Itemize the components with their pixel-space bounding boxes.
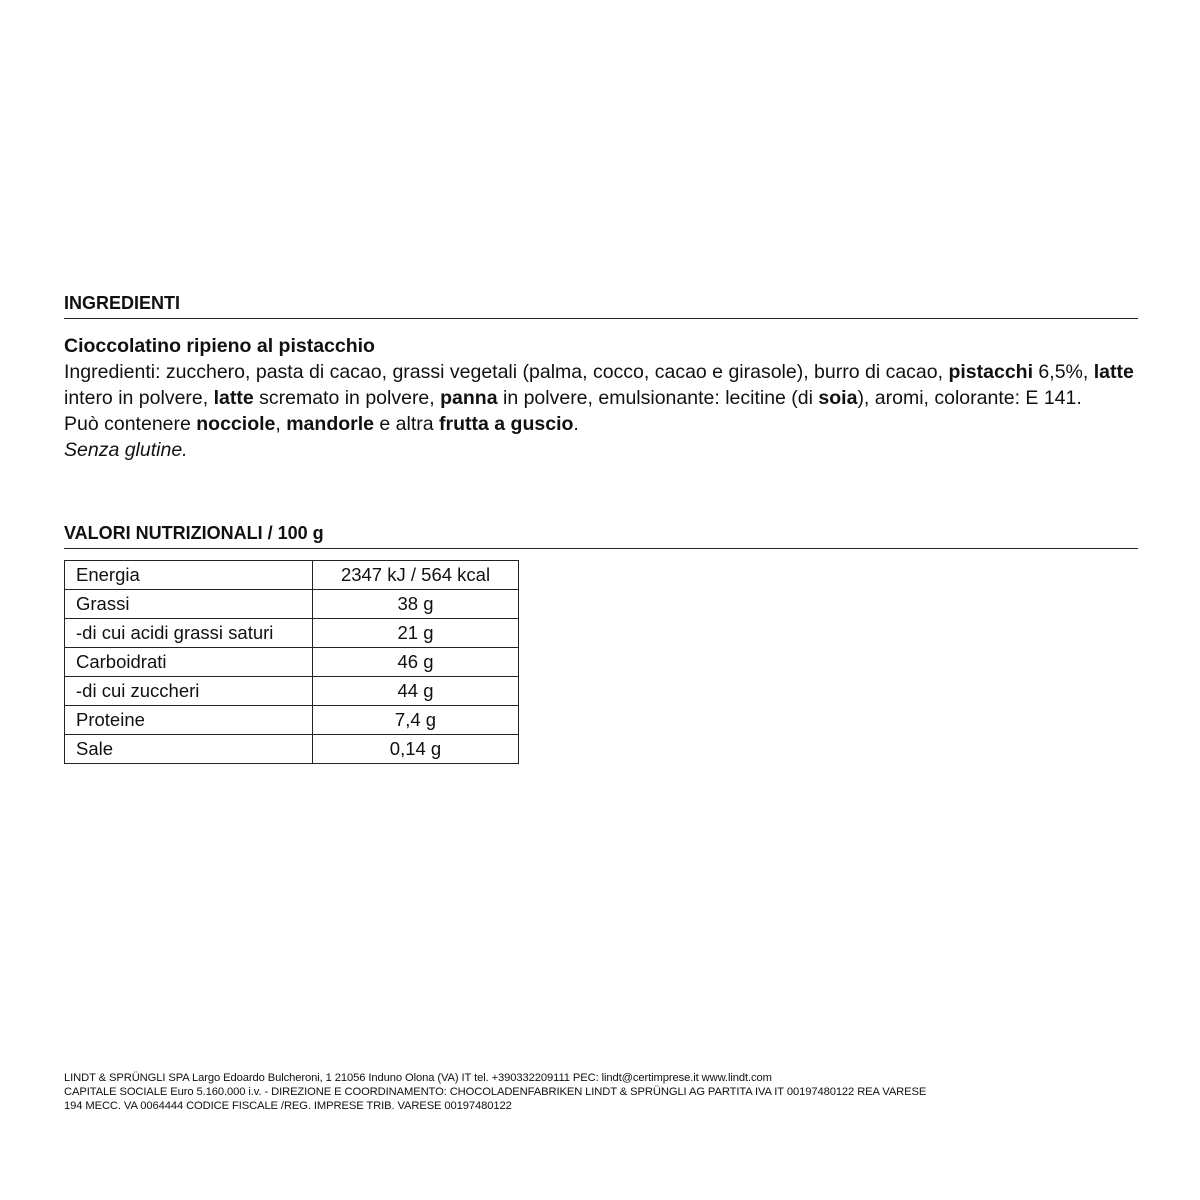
- ingredients-heading: INGREDIENTI: [64, 292, 1138, 319]
- nutrient-value: 21 g: [313, 619, 519, 648]
- table-row: [65, 648, 519, 677]
- nutrient-value: 7,4 g: [313, 706, 519, 735]
- nutrient-label: -di cui zuccheri: [65, 677, 313, 706]
- allergen-highlight: soia: [818, 387, 858, 409]
- nutrient-label: Proteine: [65, 706, 313, 735]
- text-segment: intero in polvere,: [64, 387, 214, 409]
- allergen-highlight: pistacchi: [948, 361, 1034, 383]
- text-segment: Ingredienti: zucchero, pasta di cacao, grassi vegetali (palma, cocco, cacao e girasole), burro di cacao,: [64, 361, 949, 383]
- text-segment: .: [573, 413, 579, 435]
- text-segment: in polvere, emulsionante: lecitine (di: [497, 387, 819, 409]
- nutrient-label: Grassi: [65, 590, 313, 619]
- table-row: [65, 706, 519, 735]
- allergen-warning: [64, 411, 1138, 437]
- text-segment: scremato in polvere,: [253, 387, 441, 409]
- ingredients-section: [64, 333, 1138, 463]
- allergen-highlight: frutta a guscio: [439, 413, 574, 435]
- nutrient-label: Sale: [65, 735, 313, 764]
- allergen-highlight: panna: [440, 387, 498, 409]
- product-name: Cioccolatino ripieno al pistacchio: [64, 335, 375, 357]
- ingredients-list: [64, 359, 1138, 411]
- nutrient-value: 46 g: [313, 648, 519, 677]
- text-segment: ,: [275, 413, 287, 435]
- nutrient-value: 44 g: [313, 677, 519, 706]
- company-footer: [64, 1071, 1154, 1113]
- allergen-highlight: latte: [1093, 361, 1134, 383]
- table-row: [65, 677, 519, 706]
- allergen-highlight: mandorle: [286, 413, 374, 435]
- text-segment: e altra: [374, 413, 440, 435]
- gluten-free-note: Senza glutine.: [64, 439, 188, 461]
- table-row: [65, 561, 519, 590]
- table-row: [65, 735, 519, 764]
- allergen-highlight: nocciole: [196, 413, 276, 435]
- nutrition-heading: VALORI NUTRIZIONALI / 100 g: [64, 522, 1138, 549]
- nutrient-value: 38 g: [313, 590, 519, 619]
- nutrition-table: [64, 560, 519, 764]
- table-row: [65, 590, 519, 619]
- nutrient-label: Energia: [65, 561, 313, 590]
- nutrient-label: Carboidrati: [65, 648, 313, 677]
- text-segment: Può contenere: [64, 413, 197, 435]
- text-segment: ), aromi, colorante: E 141.: [857, 387, 1082, 409]
- allergen-highlight: latte: [213, 387, 254, 409]
- footer-line: CAPITALE SOCIALE Euro 5.160.000 i.v. - DIREZIONE E COORDINAMENTO: CHOCOLADENFABRIKEN LINDT & SPRÜNGLI AG PARTITA IVA IT 00197480122 REA VARESE: [64, 1086, 927, 1098]
- text-segment: 6,5%,: [1033, 361, 1094, 383]
- nutrient-label: -di cui acidi grassi saturi: [65, 619, 313, 648]
- footer-line: LINDT & SPRÜNGLI SPA Largo Edoardo Bulcheroni, 1 21056 Induno Olona (VA) IT tel. +390332209111 PEC: lindt@certimprese.it www.lindt.com: [64, 1072, 772, 1084]
- nutrient-value: 0,14 g: [313, 735, 519, 764]
- nutrient-value: 2347 kJ / 564 kcal: [313, 561, 519, 590]
- footer-line: 194 MECC. VA 0064444 CODICE FISCALE /REG. IMPRESE TRIB. VARESE 00197480122: [64, 1100, 512, 1112]
- table-row: [65, 619, 519, 648]
